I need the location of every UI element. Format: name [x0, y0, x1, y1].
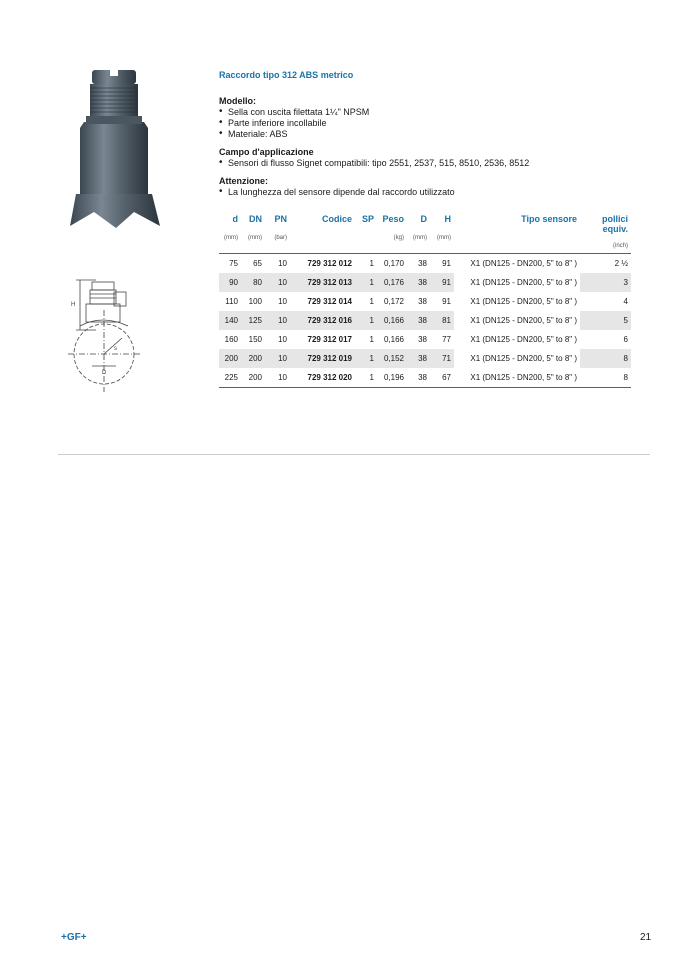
campo-section: [219, 147, 529, 169]
table-cell: 38: [407, 292, 430, 311]
table-row: [219, 349, 631, 368]
unit-label: [454, 234, 580, 242]
col-header: DN: [249, 214, 262, 224]
table-cell: 729 312 013: [290, 273, 355, 292]
table-cell: 0,166: [377, 330, 407, 349]
table-cell: 125: [241, 311, 265, 330]
table-cell: 729 312 014: [290, 292, 355, 311]
table-cell: 729 312 016: [290, 311, 355, 330]
table-cell: 5: [580, 311, 631, 330]
table-cell: 729 312 017: [290, 330, 355, 349]
unit-label: (kg): [393, 235, 404, 241]
list-item: • Sensori di flusso Signet compatibili: tipo 2551, 2537, 515, 8510, 2536, 8512: [219, 158, 529, 169]
product-photo: [64, 66, 168, 236]
table-cell: 38: [407, 330, 430, 349]
col-header: SP: [361, 214, 374, 224]
table-cell: 10: [265, 330, 290, 349]
page-number: 21: [640, 932, 652, 943]
attenzione-list: [219, 187, 455, 198]
table-cell: 0,176: [377, 273, 407, 292]
technical-drawing: [66, 270, 156, 394]
table-cell: 225: [219, 368, 241, 388]
table-cell: 4: [580, 292, 631, 311]
table-cell: X1 (DN125 - DN200, 5" to 8" ): [454, 330, 580, 349]
table-cell: 1: [355, 368, 377, 388]
campo-heading: Campo d'applicazione: [219, 147, 314, 157]
col-header: Tipo sensore: [521, 214, 577, 224]
section-divider: [58, 454, 650, 455]
gf-logo: +GF+: [61, 932, 87, 943]
table-cell: 150: [241, 330, 265, 349]
col-header: d: [232, 214, 238, 224]
table-cell: 10: [265, 273, 290, 292]
table-cell: 65: [241, 254, 265, 274]
table-cell: 0,166: [377, 311, 407, 330]
table-cell: 10: [265, 349, 290, 368]
table-cell: 0,170: [377, 254, 407, 274]
table-cell: 0,172: [377, 292, 407, 311]
table-cell: 200: [241, 368, 265, 388]
table-cell: 91: [430, 254, 454, 274]
table-cell: 0,196: [377, 368, 407, 388]
table-cell: X1 (DN125 - DN200, 5" to 8" ): [454, 311, 580, 330]
table-cell: 38: [407, 311, 430, 330]
col-header: pollici equiv.: [601, 214, 628, 234]
table-cell: 729 312 012: [290, 254, 355, 274]
table-cell: 140: [219, 311, 241, 330]
table-cell: 3: [580, 273, 631, 292]
col-header: H: [444, 214, 451, 224]
unit-label: [580, 234, 631, 242]
unit-label: (mm): [224, 235, 238, 241]
col-header: PN: [274, 214, 287, 224]
table-cell: 1: [355, 292, 377, 311]
table-cell: 10: [265, 254, 290, 274]
col-header: D: [420, 214, 427, 224]
table-cell: 6: [580, 330, 631, 349]
drawing-label-d: D: [102, 370, 107, 376]
header-row: [219, 214, 631, 234]
table-cell: 91: [430, 273, 454, 292]
col-header: Peso: [382, 214, 404, 224]
list-item: • Sella con uscita filettata 1¼" NPSM: [219, 107, 369, 118]
units-row-2: [219, 242, 631, 254]
spec-table: [219, 214, 631, 388]
table-cell: 1: [355, 273, 377, 292]
table-cell: 90: [219, 273, 241, 292]
unit-label: (mm): [248, 235, 262, 241]
table-cell: 729 312 020: [290, 368, 355, 388]
list-item: • La lunghezza del sensore dipende dal raccordo utilizzato: [219, 187, 455, 198]
table-cell: 38: [407, 368, 430, 388]
table-cell: X1 (DN125 - DN200, 5" to 8" ): [454, 292, 580, 311]
table-cell: X1 (DN125 - DN200, 5" to 8" ): [454, 368, 580, 388]
table-row: [219, 311, 631, 330]
table-cell: X1 (DN125 - DN200, 5" to 8" ): [454, 254, 580, 274]
table-cell: 100: [241, 292, 265, 311]
table-row: [219, 330, 631, 349]
unit-label: (bar): [274, 235, 287, 241]
campo-list: [219, 158, 529, 169]
table-cell: 8: [580, 349, 631, 368]
col-header: Codice: [321, 214, 352, 224]
table-cell: 110: [219, 292, 241, 311]
table-cell: 91: [430, 292, 454, 311]
table-row: [219, 368, 631, 388]
unit-label: [355, 234, 377, 242]
table-cell: 10: [265, 368, 290, 388]
drawing-label-h: H: [71, 302, 76, 308]
table-cell: X1 (DN125 - DN200, 5" to 8" ): [454, 349, 580, 368]
table-cell: 160: [219, 330, 241, 349]
modello-section: [219, 96, 369, 140]
table-cell: 2 ½: [580, 254, 631, 274]
drawing-label-s: s: [114, 346, 117, 352]
modello-heading: Modello:: [219, 96, 256, 106]
table-cell: 71: [430, 349, 454, 368]
table-cell: 10: [265, 292, 290, 311]
table-cell: 1: [355, 349, 377, 368]
units-row: [219, 234, 631, 242]
unit-label: (mm): [437, 235, 451, 241]
table-cell: 38: [407, 254, 430, 274]
unit-label: [290, 234, 355, 242]
table-cell: 10: [265, 311, 290, 330]
table-cell: 1: [355, 330, 377, 349]
table-cell: 1: [355, 311, 377, 330]
table-row: [219, 292, 631, 311]
unit-label: (inch): [580, 242, 631, 254]
list-item: • Parte inferiore incollabile: [219, 118, 369, 129]
table-cell: 80: [241, 273, 265, 292]
table-cell: 1: [355, 254, 377, 274]
table-cell: 38: [407, 349, 430, 368]
table-cell: X1 (DN125 - DN200, 5" to 8" ): [454, 273, 580, 292]
attenzione-section: [219, 176, 455, 198]
product-title: Raccordo tipo 312 ABS metrico: [219, 70, 354, 80]
table-cell: 77: [430, 330, 454, 349]
table-cell: 729 312 019: [290, 349, 355, 368]
table-cell: 0,152: [377, 349, 407, 368]
table-cell: 200: [241, 349, 265, 368]
table-cell: 200: [219, 349, 241, 368]
attenzione-heading: Attenzione:: [219, 176, 268, 186]
table-cell: 8: [580, 368, 631, 388]
unit-label: (mm): [413, 235, 427, 241]
table-cell: 75: [219, 254, 241, 274]
table-cell: 81: [430, 311, 454, 330]
table-row: [219, 254, 631, 274]
table-cell: 38: [407, 273, 430, 292]
table-cell: 67: [430, 368, 454, 388]
list-item: • Materiale: ABS: [219, 129, 369, 140]
table-row: [219, 273, 631, 292]
modello-list: [219, 107, 369, 140]
